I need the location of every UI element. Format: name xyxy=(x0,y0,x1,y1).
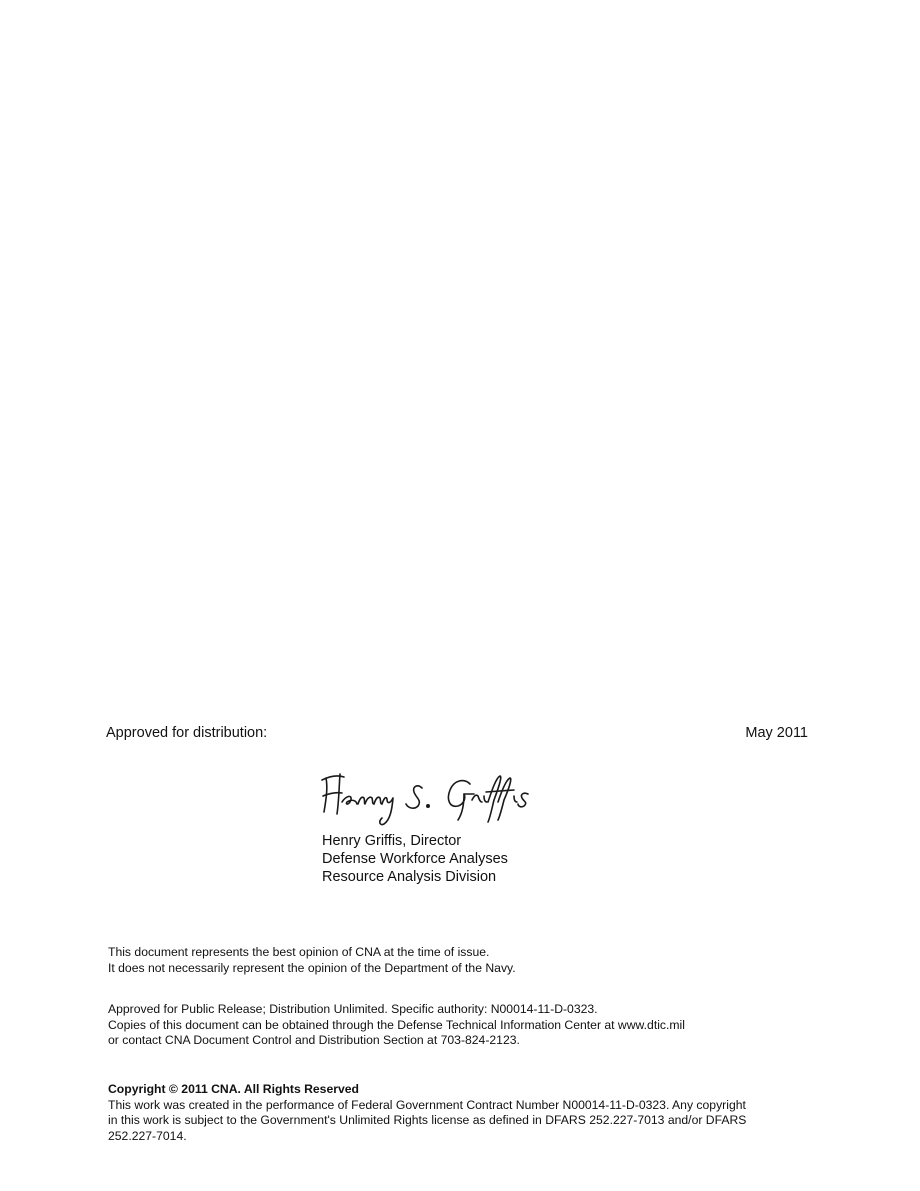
approval-row xyxy=(106,724,808,742)
opinion-line: It does not necessarily represent the opinion of the Department of the Navy. xyxy=(108,960,516,975)
signatory-department: Defense Workforce Analyses xyxy=(322,851,508,867)
copyright-line: This work was created in the performance of Federal Government Contract Number N00014-11-D-0323. Any copyright xyxy=(108,1097,746,1112)
copyright-notice xyxy=(108,1082,820,1144)
copyright-heading: Copyright © 2011 CNA. All Rights Reserved xyxy=(108,1082,359,1096)
signatory-name: Henry Griffis, Director xyxy=(322,833,462,849)
copyright-line: 252.227-7014. xyxy=(108,1128,187,1143)
release-line: or contact CNA Document Control and Distribution Section at 703-824-2123. xyxy=(108,1033,520,1047)
opinion-line: This document represents the best opinion of CNA at the time of issue. xyxy=(108,945,490,959)
release-notice xyxy=(108,1002,820,1049)
approval-date: May 2011 xyxy=(745,725,808,741)
opinion-notice xyxy=(108,945,820,976)
approval-label: Approved for distribution: xyxy=(106,725,268,741)
signatory-block xyxy=(322,832,508,886)
release-line: Copies of this document can be obtained through the Defense Technical Information Center at www.dtic.mil xyxy=(108,1017,685,1032)
signatory-division: Resource Analysis Division xyxy=(322,869,497,885)
release-line: Approved for Public Release; Distribution Unlimited. Specific authority: N00014-11-D-0323. xyxy=(108,1002,598,1016)
copyright-line: in this work is subject to the Government's Unlimited Rights license as defined in DFARS 252.227-7013 and/or DFARS xyxy=(108,1113,747,1127)
handwritten-signature xyxy=(318,760,548,832)
